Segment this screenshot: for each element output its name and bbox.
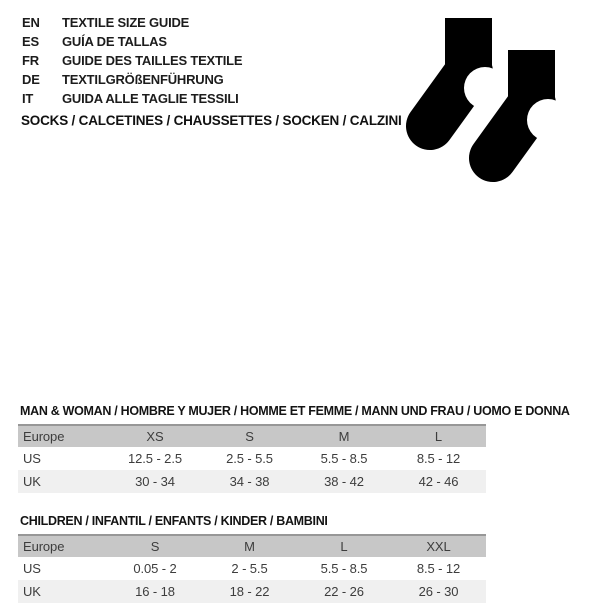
size-cell: 16 - 18: [135, 584, 175, 599]
language-label: GUÍA DE TALLAS: [62, 34, 167, 49]
language-code: IT: [22, 91, 34, 106]
size-table-children: [18, 534, 486, 603]
header-cell-size: XXL: [426, 539, 451, 554]
language-code: EN: [22, 15, 40, 30]
language-row-fr: [22, 51, 242, 70]
table-title-children: CHILDREN / INFANTIL / ENFANTS / KINDER / BAMBINI: [20, 514, 328, 528]
header-cell-size: L: [340, 539, 348, 554]
language-row-it: [22, 89, 242, 108]
language-row-de: [22, 70, 242, 89]
header-cell-size: L: [434, 429, 443, 444]
language-code: FR: [22, 53, 39, 68]
table-row-uk: [18, 470, 486, 493]
language-label: GUIDE DES TAILLES TEXTILE: [62, 53, 243, 68]
language-code: DE: [22, 72, 40, 87]
sock-2: [493, 50, 569, 158]
language-list: [22, 13, 242, 108]
socks-icon: [400, 8, 570, 188]
size-cell: 18 - 22: [229, 584, 270, 599]
size-cell: 8.5 - 12: [416, 451, 461, 466]
table-title-adult: MAN & WOMAN / HOMBRE Y MUJER / HOMME ET FEMME / MANN UND FRAU / UOMO E DONNA: [20, 404, 570, 418]
size-cell: 8.5 - 12: [416, 561, 461, 576]
size-cell: 2 - 5.5: [231, 561, 268, 576]
language-label: TEXTILE SIZE GUIDE: [62, 15, 190, 30]
language-row-en: [22, 13, 242, 32]
size-cell: 2.5 - 5.5: [226, 451, 273, 466]
header-cell-region: Europe: [23, 539, 65, 554]
language-row-es: [22, 32, 242, 51]
size-cell: 34 - 38: [229, 474, 270, 489]
row-label: UK: [23, 474, 41, 489]
header-cell-size: S: [245, 429, 254, 444]
table-header-row: [18, 425, 486, 447]
size-cell: 42 - 46: [418, 474, 459, 489]
language-label: TEXTILGRÖßENFÜHRUNG: [62, 72, 224, 87]
language-label: GUIDA ALLE TAGLIE TESSILI: [62, 91, 239, 106]
size-cell: 5.5 - 8.5: [320, 451, 368, 466]
size-cell: 38 - 42: [324, 474, 364, 489]
size-cell: 0.05 - 2: [133, 561, 177, 576]
size-cell: 22 - 26: [324, 584, 364, 599]
header-cell-size: M: [244, 539, 255, 554]
language-code: ES: [22, 34, 39, 49]
table-header-row: [18, 535, 486, 557]
size-table-adult: [18, 424, 486, 493]
header-cell-region: Europe: [23, 429, 65, 444]
sock-1: [430, 18, 506, 126]
table-row-us: [18, 447, 486, 470]
product-category-title: SOCKS / CALCETINES / CHAUSSETTES / SOCKEN / CALZINI: [21, 113, 402, 128]
size-cell: 12.5 - 2.5: [128, 451, 182, 466]
size-cell: 26 - 30: [418, 584, 459, 599]
header-cell-size: S: [150, 539, 160, 554]
size-cell: 30 - 34: [135, 474, 175, 489]
header-cell-size: M: [338, 429, 350, 444]
size-table-section-adult: [18, 404, 570, 493]
row-label: US: [23, 561, 41, 576]
size-cell: 5.5 - 8.5: [320, 561, 368, 576]
row-label: US: [23, 451, 41, 466]
size-table-section-children: [18, 514, 486, 603]
row-label: UK: [23, 584, 41, 599]
header-cell-size: XS: [146, 429, 164, 444]
table-row-us: [18, 557, 486, 580]
